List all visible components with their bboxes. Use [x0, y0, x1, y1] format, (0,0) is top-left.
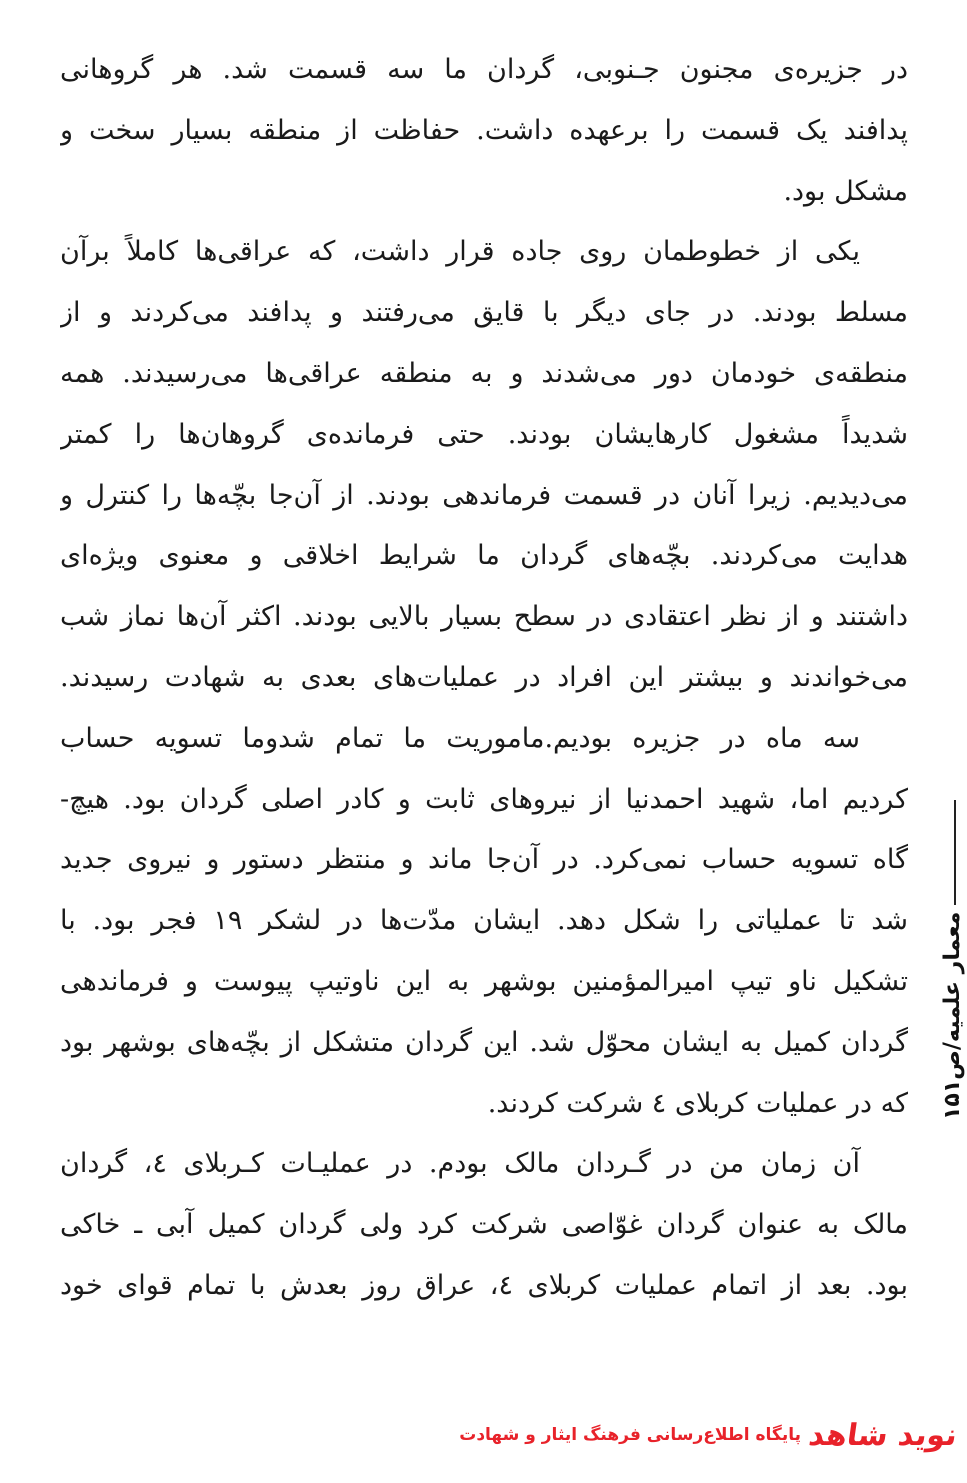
paragraph-4 [60, 1134, 908, 1316]
text-line: گاه تسویه حساب نمی‌کرد. در آن‌جا ماند و منتظر دستور و نیروی جدید [60, 844, 908, 876]
text-line: سه ماه در جزیره بودیم.ماموریت ما تمام شدوما تسویه حساب [60, 722, 860, 754]
paragraph-1 [60, 40, 908, 222]
text-line: مالک به عنوان گردان غوّاصی شرکت کرد ولی گردان کمیل آبی ـ خاکی [60, 1209, 908, 1241]
watermark [459, 1403, 960, 1467]
text-line: می‌دیدیم. زیرا آنان در قسمت فرماندهی بودند. از آن‌جا بچّه‌ها را کنترل و [60, 479, 908, 511]
text-line: تشکیل ناو تیپ امیرالمؤمنین بوشهر به این ناوتیپ پیوست و فرماندهی [60, 965, 908, 997]
text-line: که در عملیات کربلای ٤ شرکت کردند. [487, 1087, 908, 1119]
watermark-logo: نوید شاهد [806, 1417, 960, 1453]
text-line: کردیم اما، شهید احمدنیا از نیروهای ثابت و کادر اصلی گردان بود. هیچ- [60, 783, 908, 815]
running-header: معمار علمیه/ص۱۵۱ [940, 912, 965, 1121]
text-line: گردان کمیل به ایشان محوّل شد. این گردان متشکل از بچّه‌های بوشهر بود [60, 1026, 908, 1058]
text-line: هدایت می‌کردند. بچّه‌های گردان ما شرایط اخلاقی و معنوی ویژه‌ای [60, 540, 908, 572]
text-line: منطقه‌ی خودمان دور می‌شدند و به منطقه عراقی‌ها می‌رسیدند. همه [60, 357, 908, 389]
text-line: آن زمان من در گـردان مالک بودم. در عملیـات کـربلای ٤، گردان [60, 1148, 861, 1180]
text-line: شد تا عملیاتی را شکل دهد. ایشان مدّت‌ها در لشکر ۱۹ فجر بود. با [60, 905, 908, 937]
page-body [60, 40, 908, 1317]
text-line: پدافند یک قسمت را برعهده داشت. حفاظت از منطقه بسیار سخت و [60, 114, 908, 146]
paragraph-2 [60, 222, 908, 708]
watermark-slogan: پایگاه اطلاع‌رسانی فرهنگ ایثار و شهادت [459, 1425, 801, 1445]
text-line: در جزیره‌ی مجنون جـنوبی، گردان ما سه قسمت شد. هر گروهانی [60, 54, 908, 85]
text-line: مسلط بودند. در جای دیگر با قایق می‌رفتند و پدافند می‌کردند و از [60, 297, 908, 329]
text-line: بود. بعد از اتمام عملیات کربلای ٤، عراق روز بعدش با تمام قوای خود [60, 1269, 908, 1301]
text-line: می‌خواندند و بیشتر این افراد در عملیات‌های بعدی به شهادت رسیدند. [60, 661, 908, 693]
text-line: داشتند و از نظر اعتقادی در سطح بسیار بالایی بودند. اکثر آن‌ها نماز شب [60, 601, 908, 633]
text-line: مشکل بود. [783, 175, 908, 207]
paragraph-3 [60, 709, 908, 1135]
text-line: یکی از خطوطمان روی جاده قرار داشت، که عراقی‌ها کاملاً برآن [60, 236, 860, 268]
margin-rule [954, 800, 956, 905]
text-line: شدیداً مشغول کارهایشان بودند. حتی فرمانده‌ی گروهان‌ها را کمتر [60, 418, 908, 450]
